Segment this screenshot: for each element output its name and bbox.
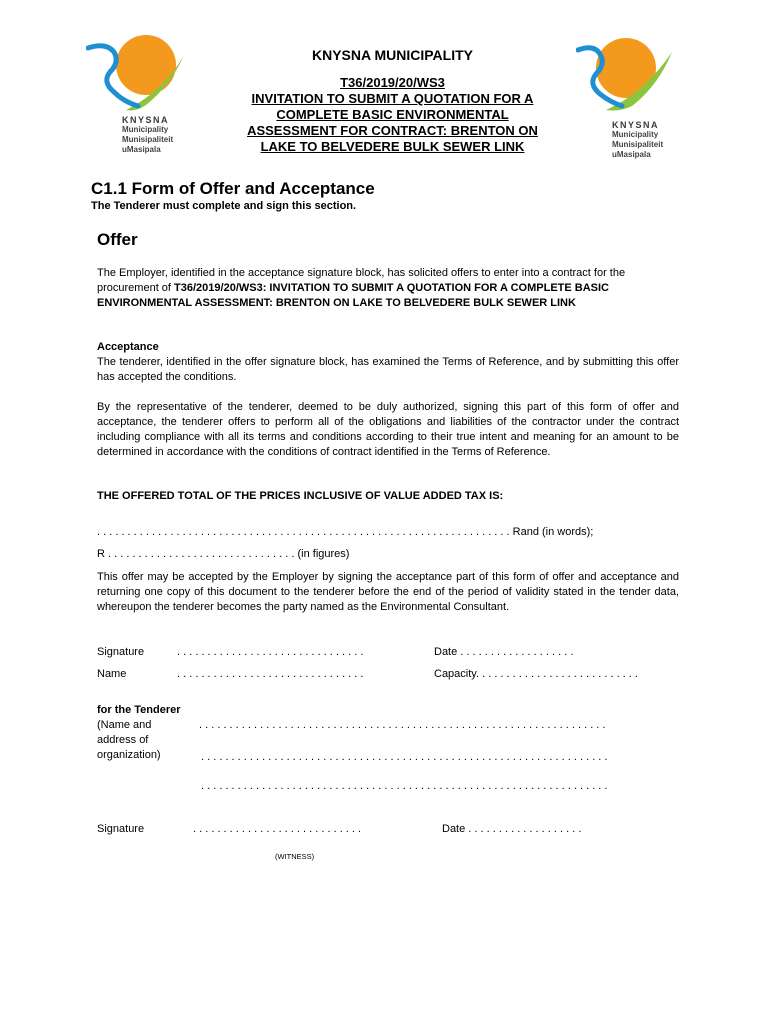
witness-signature-label: Signature <box>97 823 145 835</box>
acceptance-offer-paragraph: This offer may be accepted by the Employer by signing the acceptance part of this form of offer and acceptance and returning one copy of this document to the tenderer before the end of the period of validity stated in the tender data, whereupon the tenderer becomes the party named as the Environmental Consultant. <box>97 571 679 613</box>
rand-in-words-line[interactable]: . . . . . . . . . . . . . . . . . . . . . . . . . . . . . . . . . . . . . . . . . . . . . . . . . . . . . . . . . . . . . . . . . . . . Rand (in words); <box>97 526 594 538</box>
org-address-field-3[interactable]: . . . . . . . . . . . . . . . . . . . . . . . . . . . . . . . . . . . . . . . . . . . . . . . . . . . . . . . . . . . . . . . . . . . <box>201 780 608 792</box>
offer-paragraph-text: The Employer, identified in the acceptance signature block, has solicited offers to enter into a contract for the procurement of <box>97 267 626 294</box>
logo-line-1: Municipality <box>122 125 169 134</box>
logo-line-3: uMasipala <box>612 150 651 159</box>
municipality-logo-left <box>86 30 196 154</box>
offer-paragraph <box>97 266 679 311</box>
name-field[interactable]: . . . . . . . . . . . . . . . . . . . . . . . . . . . . . . . <box>177 668 364 680</box>
witness-signature-field[interactable]: . . . . . . . . . . . . . . . . . . . . . . . . . . . . <box>193 823 362 835</box>
acceptance-heading: Acceptance <box>97 341 159 353</box>
header-line-4: ASSESSMENT FOR CONTRACT: BRENTON ON <box>247 123 538 138</box>
acceptance-paragraph: The tenderer, identified in the offer signature block, has examined the Terms of Reference, and by submitting this offer has accepted the conditions. <box>97 356 679 383</box>
logo-emblem-icon <box>86 30 186 115</box>
municipality-logo-right <box>576 30 686 159</box>
org-label-line-2: address of <box>97 734 149 746</box>
header-line-3: COMPLETE BASIC ENVIRONMENTAL <box>276 107 509 122</box>
logo-line-1: Municipality <box>612 130 659 139</box>
org-address-field-1[interactable]: . . . . . . . . . . . . . . . . . . . . . . . . . . . . . . . . . . . . . . . . . . . . . . . . . . . . . . . . . . . . . . . . . . . <box>199 719 606 731</box>
capacity-field[interactable]: Capacity. . . . . . . . . . . . . . . . . . . . . . . . . . . <box>434 668 638 680</box>
date-field[interactable]: Date . . . . . . . . . . . . . . . . . . . <box>434 646 574 658</box>
org-address-field-2[interactable]: . . . . . . . . . . . . . . . . . . . . . . . . . . . . . . . . . . . . . . . . . . . . . . . . . . . . . . . . . . . . . . . . . . . <box>201 751 608 763</box>
for-tenderer-label: for the Tenderer <box>97 704 181 716</box>
offer-heading: Offer <box>97 230 138 249</box>
signature-field[interactable]: . . . . . . . . . . . . . . . . . . . . . . . . . . . . . . . <box>177 646 364 658</box>
logo-line-2: Munisipaliteit <box>612 140 664 149</box>
name-label: Name <box>97 668 127 680</box>
signature-label: Signature <box>97 646 145 658</box>
witness-date-field[interactable]: Date . . . . . . . . . . . . . . . . . . . <box>442 823 582 835</box>
section-subtitle: The Tenderer must complete and sign this section. <box>91 200 357 212</box>
header-line-1: T36/2019/20/WS3 <box>340 75 445 90</box>
document-header <box>230 47 555 155</box>
logo-brand: KNYSNA <box>612 120 660 130</box>
logo-emblem-icon <box>576 30 676 115</box>
rand-in-figures-line[interactable]: R . . . . . . . . . . . . . . . . . . . . . . . . . . . . . . . (in figures) <box>97 548 350 560</box>
org-label-line-1: (Name and <box>97 719 152 731</box>
municipality-name: KNYSNA MUNICIPALITY <box>312 47 473 63</box>
section-title: C1.1 Form of Offer and Acceptance <box>91 179 375 198</box>
header-line-2: INVITATION TO SUBMIT A QUOTATION FOR A <box>251 91 534 106</box>
header-line-5: LAKE TO BELVEDERE BULK SEWER LINK <box>260 139 525 154</box>
logo-line-3: uMasipala <box>122 145 161 154</box>
representative-paragraph: By the representative of the tenderer, deemed to be duly authorized, signing this part of this form of offer and acceptance, the tenderer offers to perform all of the obligations and liabilities of the contractor under the contract including compliance with all its terms and conditions according to their true intent and meaning for an amount to be determined in accordance with the conditions of contract identified in the Terms of Reference. <box>97 401 679 458</box>
witness-label: (WITNESS) <box>275 852 315 861</box>
logo-brand: KNYSNA <box>122 115 170 125</box>
logo-line-2: Munisipaliteit <box>122 135 174 144</box>
org-label-line-3: organization) <box>97 749 161 761</box>
offered-total-heading: THE OFFERED TOTAL OF THE PRICES INCLUSIVE OF VALUE ADDED TAX IS: <box>97 490 504 502</box>
offer-paragraph-contract: T36/2019/20/WS3: INVITATION TO SUBMIT A QUOTATION FOR A COMPLETE BASIC ENVIRONMENTAL ASSESSMENT: BRENTON ON LAKE TO BELVEDERE BULK SEWER LINK <box>97 282 609 309</box>
